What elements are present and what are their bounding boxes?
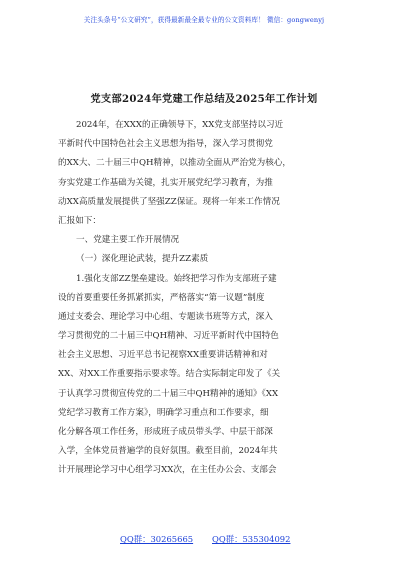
paragraph-line: 平新时代中国特色社会主义思想为指导，深入学习贯彻党	[58, 139, 273, 150]
qq-group-link[interactable]: QQ群：535304092	[212, 534, 291, 544]
document-body	[58, 116, 358, 481]
paragraph-line: 计开展理论学习中心组学习XX次，在主任办公会、支部会	[58, 465, 277, 476]
promo-banner: 关注头条号“公文研究”，获得最新最全最专业的公文资料库！ 微信：gongwenyj	[83, 16, 325, 24]
section-heading: 一、党建主要工作开展情况	[76, 235, 180, 246]
paragraph-line: 1.强化支部ZZ堡垒建设。始终把学习作为支部班子建	[76, 273, 277, 284]
paragraph-line: XX、对XX工作重要指示要求等。结合实际制定印发了《关	[58, 369, 281, 380]
paragraph-line: 汇报如下：	[58, 215, 101, 226]
paragraph-line: 党纪学习教育工作方案》，明确学习重点和工作要求，细	[58, 407, 269, 418]
subsection-heading: （一）深化理论武装，提升ZZ素质	[76, 254, 209, 265]
paragraph-line: 设的首要重要任务抓紧抓实，严格落实“第一议题”制度	[58, 292, 265, 303]
footer-bar	[0, 529, 408, 549]
paragraph-line: 入学，全体党员普遍学的良好氛围。截至目前，2024年共	[58, 446, 278, 457]
paragraph-line: 通过支委会、理论学习中心组、专题读书班等方式，深入	[58, 311, 273, 322]
paragraph-line: 于认真学习贯彻宣传党的二十届三中QH精神的通知》《XX	[58, 388, 279, 399]
paragraph-line: 社会主义思想、习近平总书记视察XX重要讲话精神和对	[58, 350, 268, 361]
paragraph-line: 化分解各项工作任务，形成班子成员带头学、中层干部深	[58, 427, 273, 437]
qq-group-link[interactable]: QQ群：30265665	[120, 534, 194, 544]
paragraph-line: 2024年，在XXX的正确领导下，XX党支部坚持以习近	[76, 120, 284, 130]
paragraph-line: 夯实党建工作基础为关键，扎实开展党纪学习教育，为推	[58, 177, 273, 188]
document-title: 党支部2024年党建工作总结及2025年工作计划	[90, 93, 318, 105]
paragraph-line: 的XX大、二十届三中QH精神，以推动全面从严治党为核心，	[58, 158, 292, 169]
paragraph-line: 学习贯彻党的二十届三中QH精神、习近平新时代中国特色	[58, 331, 279, 342]
paragraph-line: 动XX高质量发展提供了坚强ZZ保证。现将一年来工作情况	[58, 196, 280, 207]
